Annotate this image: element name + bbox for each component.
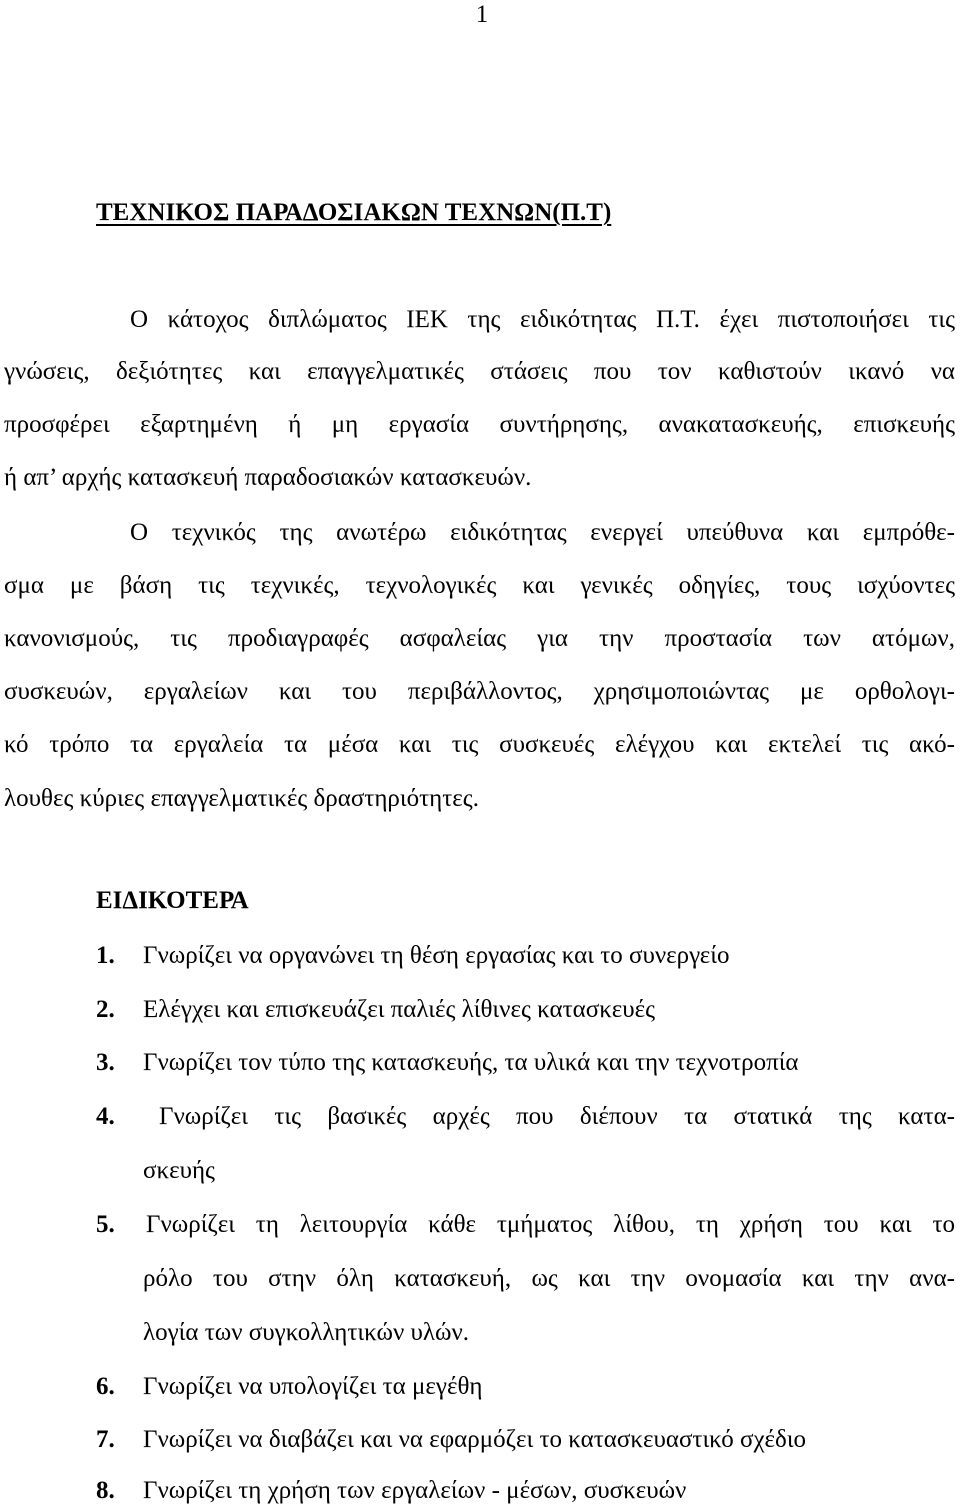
list-item-text: σκευής (143, 1157, 215, 1184)
intro-line: γνώσεις, δεξιότητες και επαγγελματικές στάσεις που τον καθιστούν ικανό να (4, 358, 955, 385)
section-subheading: ΕΙΔΙΚΟΤΕΡΑ (96, 887, 249, 914)
list-item-text: Γνωρίζει τον τύπο της κατασκευής, τα υλικά και την τεχνοτροπία (143, 1049, 799, 1076)
list-item-text: Γνωρίζει τη λειτουργία κάθε τμήματος λίθου, τη χρήση του και το (146, 1211, 955, 1238)
body-line: κανονισμούς, τις προδιαγραφές ασφαλείας για την προστασία των ατόμων, (4, 625, 955, 652)
page-number: 1 (475, 1, 489, 28)
intro-line: Ο κάτοχος διπλώματος ΙΕΚ της ειδικότητας Π.Τ. έχει πιστοποιήσει τις (130, 306, 955, 333)
list-item-text: Γνωρίζει να υπολογίζει τα μεγέθη (143, 1373, 483, 1400)
list-item-number: 2. (96, 996, 115, 1023)
body-line: κό τρόπο τα εργαλεία τα μέσα και τις συσκευές ελέγχου και εκτελεί τις ακό- (4, 731, 955, 758)
list-item-number: 1. (96, 942, 115, 969)
list-item-text: Γνωρίζει τη χρήση των εργαλείων - μέσων, συσκευών (143, 1477, 687, 1504)
page-title: ΤΕΧΝΙΚΟΣ ΠΑΡΑΔΟΣΙΑΚΩΝ ΤΕΧΝΩΝ(Π.Τ) (96, 199, 612, 226)
body-line: σμα με βάση τις τεχνικές, τεχνολογικές και γενικές οδηγίες, τους ισχύοντες (4, 572, 955, 599)
body-line: συσκευών, εργαλείων και του περιβάλλοντος, χρησιμοποιώντας με ορθολογι- (4, 678, 955, 705)
list-item-number: 6. (96, 1373, 115, 1400)
list-item-number: 7. (96, 1426, 115, 1453)
body-line: λουθες κύριες επαγγελματικές δραστηριότητες. (4, 785, 479, 812)
list-item-text: Γνωρίζει τις βασικές αρχές που διέπουν τα στατικά της κατα- (159, 1103, 955, 1130)
list-item-text: Ελέγχει και επισκευάζει παλιές λίθινες κατασκευές (143, 996, 656, 1023)
list-item-text: ρόλο του στην όλη κατασκευή, ως και την ονομασία και την ανα- (143, 1265, 955, 1292)
list-item-text: Γνωρίζει να οργανώνει τη θέση εργασίας και το συνεργείο (143, 942, 730, 969)
list-item-number: 4. (96, 1103, 115, 1130)
list-item-number: 3. (96, 1049, 115, 1076)
intro-line: ή απ’ αρχής κατασκευή παραδοσιακών κατασκευών. (4, 464, 532, 491)
body-line: Ο τεχνικός της ανωτέρω ειδικότητας ενεργεί υπεύθυνα και εμπρόθε- (130, 519, 955, 546)
list-item-number: 8. (96, 1477, 115, 1504)
intro-line: προσφέρει εξαρτημένη ή μη εργασία συντήρησης, ανακατασκευής, επισκευής (4, 411, 955, 438)
list-item-text: λογία των συγκολλητικών υλών. (143, 1319, 470, 1346)
list-item-text: Γνωρίζει να διαβάζει και να εφαρμόζει το κατασκευαστικό σχέδιο (143, 1426, 807, 1453)
list-item-number: 5. (96, 1211, 115, 1238)
